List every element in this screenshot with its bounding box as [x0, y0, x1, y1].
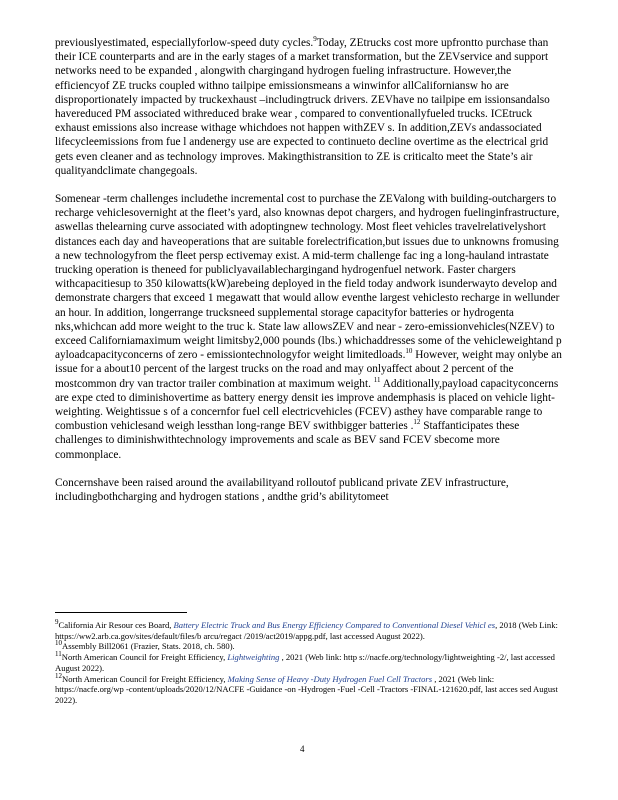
footnotes — [55, 620, 565, 706]
paragraph-2 — [55, 192, 565, 462]
footnote-title: Making Sense of Heavy -Duty Hydrogen Fuel Cell Tractors — [227, 673, 435, 684]
footnote-ref-10: 10 — [405, 347, 413, 356]
footnote-text: North American Council for Freight Efficiency, — [62, 673, 228, 684]
paragraph-3 — [55, 476, 565, 504]
text-run: previouslyestimated, especiallyforlow-speed duty cycles. — [55, 37, 314, 49]
footnote-marker: 10 — [55, 639, 62, 648]
paragraph-1-text — [55, 36, 565, 178]
footnote-11 — [55, 652, 565, 673]
text-run: Today, ZEtrucks cost more upfrontto purchase than their ICE counterparts and are in the early stages of a market transformation, but the ZEVservice and support networks need to be expanded , alongwith chargingand hydrogen fueling infrastructure. However,the efficiencyof ZE trucks coupled withno tailpipe emissionsmeans a winwinfor allCaliforniansw ho are disproportionately impacted by truckexhaust –includingtruck drivers. ZEVhave no tailpipe em issionsandalso havereduced PM associated withreduced brake wear , compared to conventionallyfueled trucks. ICEtruck exhaust emissions also increase withage whichdoes not happen withZEV s. In addition,ZEVs andassociated lifecycleemissions from fue l andenergy use are expected to continueto decline overtime as the electrical grid gets even cleaner and as technology improves. Makingthistransition to ZE is criticalto meet the State’s air qualityandclimate changegoals. — [55, 37, 550, 177]
footnote-marker: 12 — [55, 671, 62, 680]
footnote-12 — [55, 671, 565, 706]
footnote-text: , 2018 (Web Link: https://ww2.arb.ca.gov/sites/default/files/b arcu/regact /2019/act2019/appg.pdf, last accessed August 2022). — [55, 620, 558, 641]
text-run: Additionally,payload capacityconcerns are expe cted to diminishovertime as battery energy densit ies improve andemphasis is placed on vehicle light-weighting. Weightissue s of a concernfor fuel cell electricvehicles (FCEV) asthey have comparable range to combustion vehiclesand weigh lessthan long-range BEV swithbigger batteries . — [55, 377, 559, 433]
text-run: Concernshave been raised around the availabilityand rolloutof publicand private ZEV infrastructure, includingbothcharging and hydrogen stations , andthe grid’s abilitytomeet — [55, 476, 509, 504]
text-run: Somenear -term challenges includethe incremental cost to purchase the ZEValong with building-outchargers to recharge vehiclesovernight at the fleet’s yard, also knownas depot chargers, and hydrogen fuelinginfrastructure, aswellas thelearning curve associated with adoptingnew technology. Most fleet vehicles travelrelativelyshort distances each day and haveoperations that are suitable forelectrification,but issues due to unknowns fromusing a new technologyfrom the fleet persp ectivemay exist. A mid-term challenge fac ing a long-hauland intrastate trucking operation is theneed for publiclyavailablechargingand hydrogenfuel network. Faster chargers withcapacitiesup to 350 kilowatts(kW)arebeing deployed in the field today andwork isunderwayto develop and demonstrate chargers that exceed 1 megawatt that would allow eventhe largest vehiclesto recharge in wellunder an hour. In addition, longerrange trucksneed supplemental storage capacityfor batteries or hydrogenta nks,whichcan add more weight to the truc k. State law allowsZEV and near - zero-emissionvehicles(NZEV) to exceed Californiamaximum weight limitsby2,000 pounds (lbs.) whichaddresses some of the vehicleweightand p ayloadcapacityconcerns of zero - emissiontechnologyfor weight limitedloads. — [55, 193, 562, 362]
footnote-text: , 2021 (Web link: http s://nacfe.org/technology/lightweighting -2/, last accessed August 2022). — [55, 652, 555, 673]
footnote-text: North American Council for Freight Efficiency, — [61, 652, 228, 663]
text-run: Staffanticipates these challenges to diminishwithtechnology improvements and scale as BEV sand FCEV sbecome more commonplace. — [55, 420, 520, 461]
footnote-marker: 11 — [55, 650, 62, 659]
footnote-divider — [55, 612, 187, 613]
paragraph-3-text — [55, 476, 565, 504]
text-run: However, weight may onlybe an issue for a about10 percent of the largest trucks on the road and may onlyaffect about 2 percent of the mostcommon dry van tractor trailer combination at maximum weight. — [55, 349, 562, 390]
footnote-ref-11: 11 — [373, 375, 381, 384]
page-number: 4 — [300, 744, 305, 754]
paragraph-2-text — [55, 192, 565, 462]
paragraph-1 — [55, 36, 565, 178]
footnote-ref-9: 9 — [313, 35, 317, 44]
footnote-title: Lightweighting — [227, 652, 280, 663]
footnote-text: California Air Resour ces Board, — [58, 620, 174, 630]
footnote-text: , 2021 (Web link: https://nacfe.org/wp -content/uploads/2020/12/NACFE -Guidance -on -Hydrogen -Fuel -Cell -Tractors -FINAL-121620.pdf, last acces sed August 2022). — [55, 673, 558, 705]
footnote-10 — [55, 641, 565, 652]
footnote-ref-12: 12 — [413, 418, 421, 427]
document-body — [55, 36, 565, 518]
footnote-9 — [55, 620, 565, 641]
footnote-title: Battery Electric Truck and Bus Energy Efficiency Compared to Conventional Diesel Vehicl es — [173, 620, 496, 630]
footnote-marker: 9 — [55, 618, 59, 627]
footnote-text: Assembly Bill2061 (Frazier, Stats. 2018, ch. 580). — [62, 641, 235, 652]
